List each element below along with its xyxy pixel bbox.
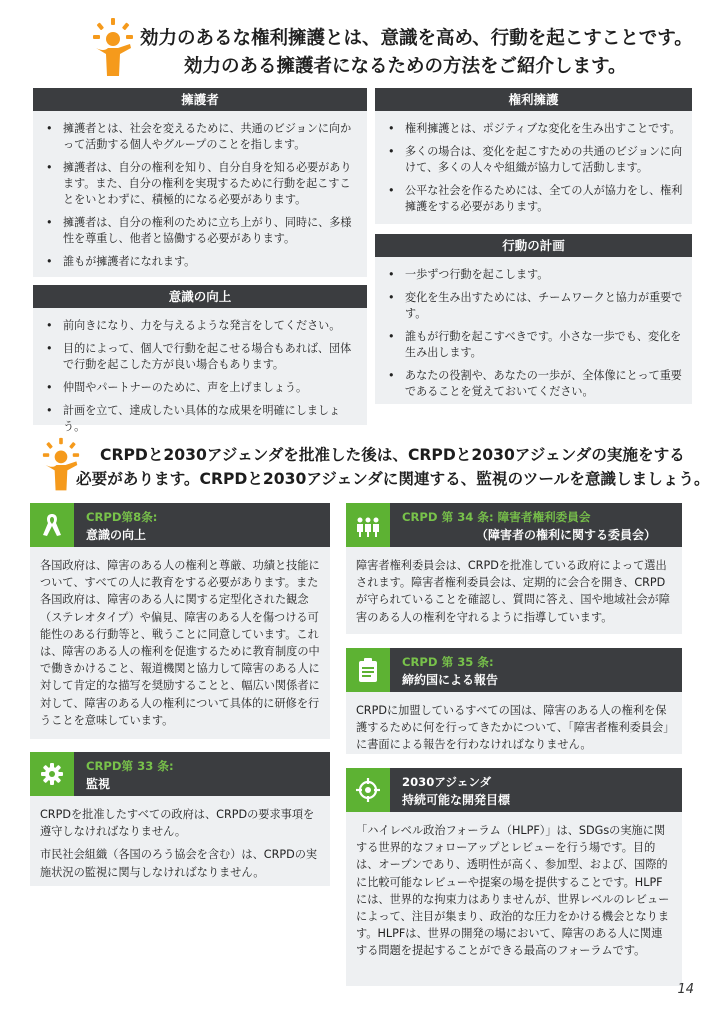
list-item: • 誰もが行動を起こすべきです。小さな一歩でも、変化を生み出します。 xyxy=(383,329,684,361)
list-item: • 権利擁護とは、ポジティブな変化を生み出すことです。 xyxy=(383,121,684,137)
target-icon xyxy=(346,768,390,812)
card-article: 2030アジェンダ xyxy=(402,775,492,789)
list-item: • 一歩ずつ行動を起こします。 xyxy=(383,267,684,283)
panel-advocate-list xyxy=(33,111,367,285)
list-item: • 計画を立て、達成したい具体的な成果を明確にしましょう。 xyxy=(41,403,359,435)
panel-action-list xyxy=(375,257,692,415)
people-icon xyxy=(346,503,390,547)
card-body xyxy=(346,547,682,640)
list-item: • 前向きになり、力を与えるような発言をしてください。 xyxy=(41,318,359,334)
list-item: • 擁護者は、自分の権利を知り、自分自身を知る必要があります。また、自分の権利を実現するために行動を起こすことをいとわずに、積極的になる必要があります。 xyxy=(41,160,359,208)
clipboard-icon xyxy=(346,648,390,692)
list-item: • 多くの場合は、変化を起こすための共通のビジョンに向けて、多くの人々や組織が協力して活動します。 xyxy=(383,144,684,176)
card-subtitle: 締約国による報告 xyxy=(402,673,499,687)
card-body xyxy=(346,812,682,974)
list-item: • 擁護者とは、社会を変えるために、共通のビジョンに向かって活動する個人やグループのことを指します。 xyxy=(41,121,359,153)
card-subtitle: 持続可能な開発目標 xyxy=(402,793,511,807)
list-item: • 公平な社会を作るためには、全ての人が協力をし、権利擁護をする必要があります。 xyxy=(383,183,684,215)
card-crpd-article-8 xyxy=(30,503,330,739)
panel-advocacy xyxy=(375,88,692,224)
card-paragraph: 市民社会組織（各国のろう協会を含む）は、CRPDの実施状況の監視に関与しなければなりません。 xyxy=(40,848,318,879)
panel-awareness-list xyxy=(33,308,367,450)
list-item: • 仲間やパートナーのために、声を上げましょう。 xyxy=(41,380,359,396)
headline-1-line-1: 効力のあるな権利擁護とは、意識を高め、行動を起こすことです。 xyxy=(140,28,693,49)
gear-icon xyxy=(30,752,74,796)
card-paragraph: 「ハイレベル政治フォーラム（HLPF）」は、SDGsの実施に関する世界的なフォローアップとレビューを行う場です。目的は、オープンであり、透明性が高く、参加型、および、国際的に比較可能なレビューや提案の場を提供することです。HLPFには、世界的な拘束力はありませんが、世界レベルのレビューによって、注目が集まり、政治的な圧力をかける機会となります。HLPFは、世界の開発の場において、障害のある人に関連する問題を提起することができる最高のフォーラムです。 xyxy=(356,824,670,958)
panel-awareness xyxy=(33,285,367,433)
panel-advocacy-title: 権利擁護 xyxy=(375,88,692,111)
card-paragraph: 各国政府は、障害のある人の権利と尊厳、功績と技能について、すべての人に教育をする必要があります。また各国政府は、障害のある人に関する定型化された観念（ステレオタイプ）や偏見、障害のある人を傷つける可能性のある行動等と、戦うことに同意しています。これは、障害のある人の権利を促進するために教育制度の中で働きかけること、報道機関と協力して障害のある人に対して肯定的な描写を奨励することと、幅広い関係者に対して、障害のある人の権利について具体的に研修を行うことを意味しています。 xyxy=(40,559,320,727)
card-body xyxy=(30,547,330,743)
list-item: • 擁護者は、自分の権利のために立ち上がり、同時に、多様性を尊重し、他者と協働する必要があります。 xyxy=(41,215,359,247)
panel-action-title: 行動の計画 xyxy=(375,234,692,257)
card-body xyxy=(346,692,682,768)
card-subtitle: （障害者の権利に関する委員会） xyxy=(476,528,657,542)
card-paragraph: CRPDに加盟しているすべての国は、障害のある人の権利を保護するために何を行ってきたかについて、「障害者権利委員会」に書面による報告を行わなければなりません。 xyxy=(356,704,669,752)
headline-2 xyxy=(0,435,720,499)
list-item: • あなたの役割や、あなたの一歩が、全体像にとって重要であることを覚えておいてください。 xyxy=(383,368,684,400)
headline-1-line-2: 効力のある擁護者になるための方法をご紹介します。 xyxy=(184,56,627,77)
card-2030-agenda-header xyxy=(346,768,682,812)
panel-advocate-title: 擁護者 xyxy=(33,88,367,111)
card-crpd-article-34-header xyxy=(346,503,682,547)
list-item: • 誰もが擁護者になれます。 xyxy=(41,254,359,270)
headline-1 xyxy=(0,14,720,84)
card-subtitle: 意識の向上 xyxy=(86,528,147,542)
card-article: CRPD 第 34 条: 障害者権利委員会 xyxy=(402,510,591,524)
list-item: • 目的によって、個人で行動を起こせる場合もあれば、団体で行動を起こした方が良い場合もあります。 xyxy=(41,341,359,373)
person-idea-icon xyxy=(92,18,134,78)
card-paragraph: 障害者権利委員会は、CRPDを批准している政府によって選出されます。障害者権利委員会は、定期的に会合を開き、CRPDが守られていることを確認し、質問に答え、国や地域社会が障害のある人の権利を守れるように指導しています。 xyxy=(356,559,670,624)
card-crpd-article-33 xyxy=(30,752,330,886)
card-crpd-article-34 xyxy=(346,503,682,634)
headline-2-line-2: 必要があります。CRPDと2030アジェンダに関連する、監視のツールを意識しましょう。 xyxy=(76,470,710,488)
person-idea-icon xyxy=(42,437,80,493)
card-paragraph: CRPDを批准したすべての政府は、CRPDの要求事項を遵守しなければなりません。 xyxy=(40,808,315,839)
panel-action xyxy=(375,234,692,404)
card-body xyxy=(30,796,330,895)
card-crpd-article-35-header xyxy=(346,648,682,692)
list-item: • 変化を生み出すためには、チームワークと協力が重要です。 xyxy=(383,290,684,322)
headline-2-line-1: CRPDと2030アジェンダを批准した後は、CRPDと2030アジェンダの実施をする xyxy=(100,446,685,464)
card-subtitle: 監視 xyxy=(86,777,111,791)
panel-awareness-title: 意識の向上 xyxy=(33,285,367,308)
page-number: 14 xyxy=(677,982,694,997)
ribbon-icon xyxy=(30,503,74,547)
card-article: CRPD第8条: xyxy=(86,510,158,524)
panel-advocacy-list xyxy=(375,111,692,230)
card-crpd-article-33-header xyxy=(30,752,330,796)
panel-advocate xyxy=(33,88,367,277)
card-article: CRPD 第 35 条: xyxy=(402,655,494,669)
card-article: CRPD第 33 条: xyxy=(86,759,174,773)
card-2030-agenda xyxy=(346,768,682,986)
card-crpd-article-35 xyxy=(346,648,682,754)
card-crpd-article-8-header xyxy=(30,503,330,547)
